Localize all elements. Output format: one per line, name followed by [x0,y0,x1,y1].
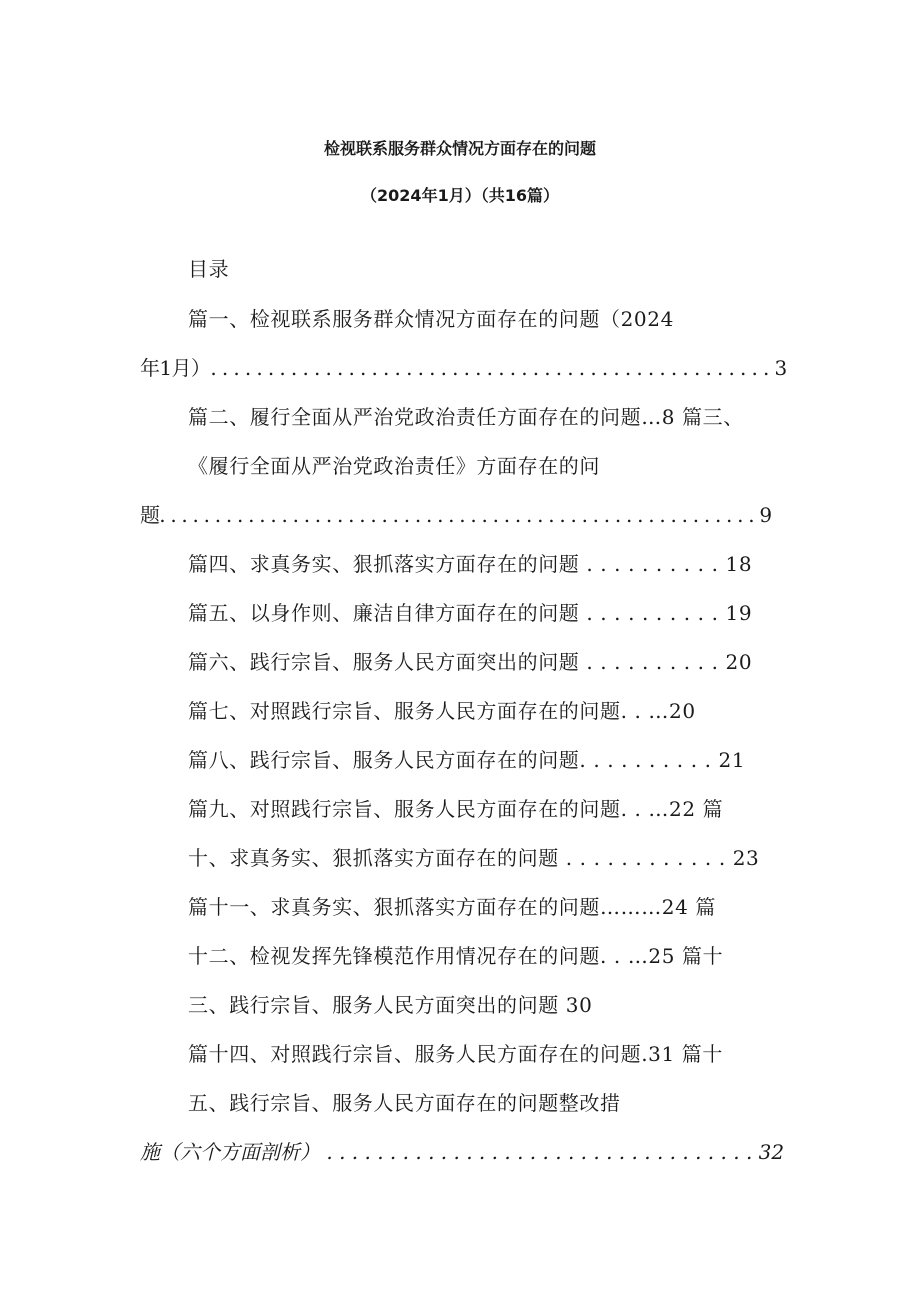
toc-line: 篇四、求真务实、狠抓落实方面存在的问题 . . . . . . . . . . 18 [188,552,753,576]
toc-line: 十二、检视发挥先锋模范作用情况存在的问题. . …25 篇十 [188,944,724,968]
toc-line: 题. . . . . . . . . . . . . . . . . . . . . . . . . . . . . . . . . . . . . . . . . . . . . . . . . . . . . . 9 [140,503,772,527]
document-title-line2: （2024年1月）（共16篇） [361,186,559,205]
toc-line: 施（六个方面剖析） . . . . . . . . . . . . . . . . . . . . . . . . . . . . . . . . . . 32 [140,1140,785,1164]
toc-line: 篇七、对照践行宗旨、服务人民方面存在的问题. . …20 [188,699,696,723]
toc-line: 篇十四、对照践行宗旨、服务人民方面存在的问题.31 篇十 [188,1042,723,1066]
toc-line: 篇八、践行宗旨、服务人民方面存在的问题. . . . . . . . . . 21 [188,748,746,772]
toc-line: 篇一、检视联系服务群众情况方面存在的问题（2024 [188,307,674,331]
toc-line: 年1月）. . . . . . . . . . . . . . . . . . . . . . . . . . . . . . . . . . . . . . . . . . . . . . . . . 3 [140,356,787,380]
toc-line: 十、求真务实、狠抓落实方面存在的问题 . . . . . . . . . . . . 23 [188,846,760,870]
toc-line: 篇五、以身作则、廉洁自律方面存在的问题 . . . . . . . . . . 19 [188,601,753,625]
toc-heading: 目录 [188,257,230,281]
toc-line: 五、践行宗旨、服务人民方面存在的问题整改措 [188,1091,621,1115]
toc-line: 篇二、履行全面从严治党政治责任方面存在的问题…8 篇三、 [188,405,744,429]
toc-line: 篇十一、求真务实、狠抓落实方面存在的问题………24 篇 [188,895,717,919]
toc-line: 篇六、践行宗旨、服务人民方面突出的问题 . . . . . . . . . . 20 [188,650,753,674]
document-title-line1: 检视联系服务群众情况方面存在的问题 [323,139,596,158]
toc-line: 三、践行宗旨、服务人民方面突出的问题 30 [188,993,593,1017]
toc-line: 篇九、对照践行宗旨、服务人民方面存在的问题. . …22 篇 [188,797,724,821]
toc-line: 《履行全面从严治党政治责任》方面存在的问 [188,454,600,478]
